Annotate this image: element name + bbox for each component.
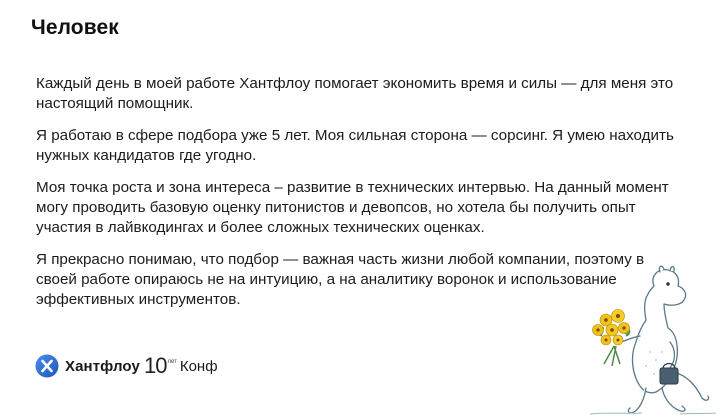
paragraph-3: Моя точка роста и зона интереса – развитие в технических интервью. На данный момент могу проводить базовую оценку питонистов и девопсов, но хотела бы получить опыт участия в лайвкодингах и более сложных технических оценках.	[36, 179, 669, 236]
logo-brand-name: Хантфлоу	[65, 357, 140, 375]
huntflow-logo-icon	[35, 354, 59, 378]
huntflow-conf-logo	[35, 352, 218, 380]
logo-event-name: Конф	[179, 357, 218, 375]
paragraph-1: Каждый день в моей работе Хантфлоу помогает экономить время и силы — для меня это настоящий помощник.	[36, 75, 674, 112]
logo-anniversary	[144, 355, 177, 377]
logo-years-number: 10	[143, 353, 167, 378]
paragraph-2: Я работаю в сфере подбора уже 5 лет. Моя сильная сторона — сорсинг. Я умею находить нужных кандидатов где угодно.	[36, 127, 674, 164]
logo-years-suffix: лет	[167, 359, 177, 365]
slide-body	[36, 74, 676, 322]
moomin-with-flowers-illustration	[584, 264, 720, 418]
paragraph-4: Я прекрасно понимаю, что подбор — важная часть жизни любой компании, поэтому в своей работе опираюсь не на интуицию, а на аналитику воронок и использование эффективных инструментов.	[36, 251, 645, 308]
slide-title: Человек	[31, 16, 119, 39]
